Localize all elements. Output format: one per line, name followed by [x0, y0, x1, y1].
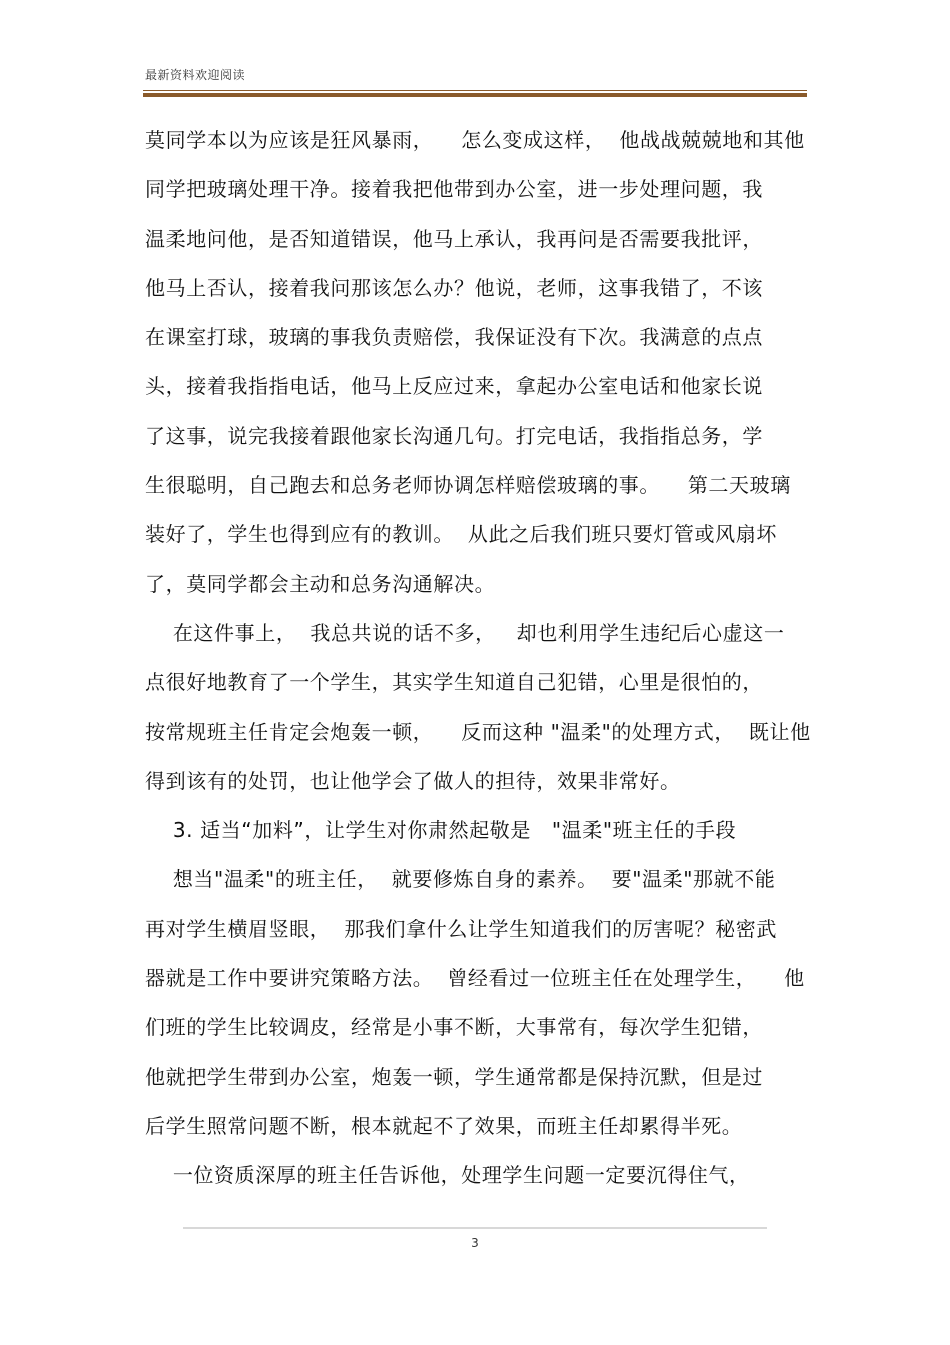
section-heading: 3. 适当“加料”，让学生对你肃然起敬是 "温柔"班主任的手段: [145, 818, 737, 843]
text-line: 了这事，说完我接着跟他家长沟通几句。打完电话，我指指总务，学: [145, 423, 763, 448]
text-line: 们班的学生比较调皮，经常是小事不断，大事常有，每次学生犯错，: [145, 1015, 763, 1040]
text-line: 在课室打球，玻璃的事我负责赔偿，我保证没有下次。我满意的点点: [145, 325, 763, 350]
text-line: 在这件事上， 我总共说的话不多， 却也利用学生违纪后心虚这一: [145, 620, 785, 645]
text-line: 莫同学本以为应该是狂风暴雨， 怎么变成这样， 他战战兢兢地和其他: [145, 128, 805, 152]
page-header-text: 最新资料欢迎阅读: [145, 68, 246, 82]
header-divider-thin: [143, 90, 807, 91]
header-divider-thick: [143, 93, 807, 97]
footer-divider: [183, 1227, 767, 1229]
text-line: 一位资质深厚的班主任告诉他，处理学生问题一定要沉得住气，: [145, 1163, 750, 1188]
text-line: 得到该有的处罚，也让他学会了做人的担待，效果非常好。: [145, 768, 681, 793]
text-line: 同学把玻璃处理干净。接着我把他带到办公室，进一步处理问题，我: [145, 177, 763, 202]
text-line: 装好了，学生也得到应有的教训。 从此之后我们班只要灯管或风扇坏: [145, 522, 777, 547]
text-line: 温柔地问他，是否知道错误，他马上承认，我再问是否需要我批评，: [145, 226, 763, 251]
text-line: 后学生照常问题不断，根本就起不了效果，而班主任却累得半死。: [145, 1113, 743, 1138]
text-line: 了，莫同学都会主动和总务沟通解决。: [145, 571, 496, 596]
text-line: 他就把学生带到办公室，炮轰一顿，学生通常都是保持沉默，但是过: [145, 1064, 763, 1089]
page-number: 3: [471, 1236, 479, 1250]
text-line: 生很聪明，自己跑去和总务老师协调怎样赔偿玻璃的事。 第二天玻璃: [145, 473, 791, 498]
text-line: 再对学生横眉竖眼， 那我们拿什么让学生知道我们的厉害呢？秘密武: [145, 916, 777, 941]
text-line: 器就是工作中要讲究策略方法。 曾经看过一位班主任在处理学生， 他: [145, 966, 805, 991]
document-body: [145, 116, 815, 1201]
text-line: 头，接着我指指电话，他马上反应过来，拿起办公室电话和他家长说: [145, 374, 763, 399]
text-line: 按常规班主任肯定会炮轰一顿， 反而这种 "温柔"的处理方式， 既让他: [145, 719, 811, 744]
text-line: 他马上否认，接着我问那该怎么办？他说，老师，这事我错了，不该: [145, 275, 763, 300]
text-line: 点很好地教育了一个学生，其实学生知道自己犯错，心里是很怕的，: [145, 670, 763, 695]
text-line: 想当"温柔"的班主任， 就要修炼自身的素养。 要"温柔"那就不能: [145, 867, 776, 892]
